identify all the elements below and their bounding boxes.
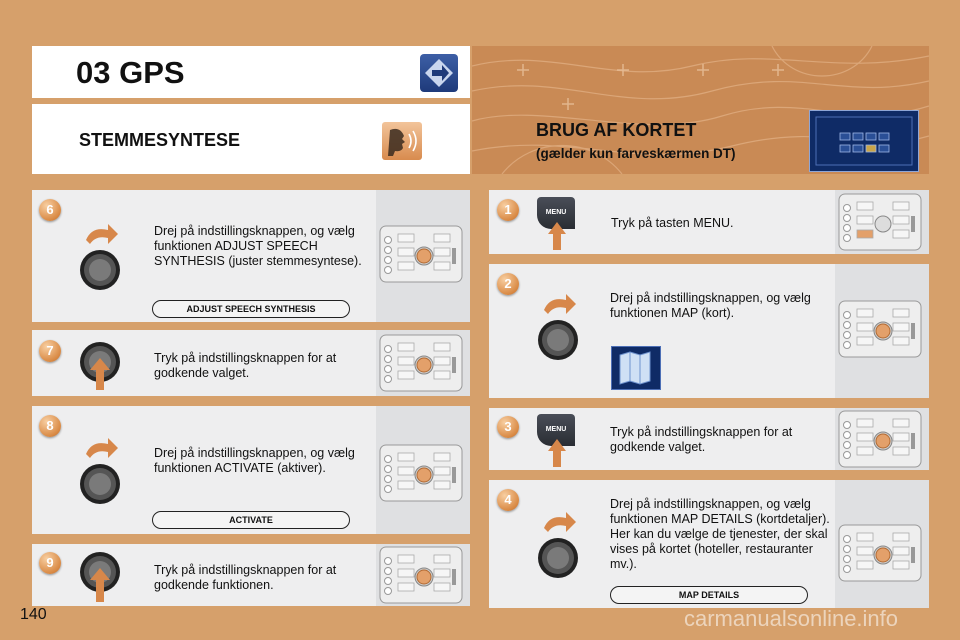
rotate-knob-icon — [70, 432, 130, 509]
step-1-badge: 1 — [497, 199, 519, 221]
watermark: carmanualsonline.info — [684, 606, 899, 631]
speech-synthesis-icon — [382, 122, 422, 160]
gps-navigation-icon — [420, 54, 458, 92]
step-4-radio-thumbnail — [835, 480, 929, 608]
step-6-text: Drej på indstillingsknappen, og vælg funktionen ADJUST SPEECH SYNTHESIS (juster stemmesyntese). — [154, 224, 362, 268]
chapter-title: 03 GPS — [76, 55, 185, 90]
step-6-badge: 6 — [39, 199, 61, 221]
speech-section-header — [32, 104, 470, 174]
rotate-knob-icon — [528, 288, 588, 369]
step-8-badge: 8 — [39, 415, 61, 437]
radio-panel-icon — [376, 544, 470, 610]
radio-panel-icon — [376, 330, 470, 396]
radio-panel-icon — [835, 190, 929, 256]
step-7-radio-thumbnail — [376, 330, 470, 396]
speech-section-title: STEMMESYNTESE — [79, 130, 241, 150]
page-number: 140 — [20, 606, 47, 623]
step-2-badge: 2 — [497, 273, 519, 295]
press-arrow-icon — [546, 439, 568, 469]
chapter-header — [32, 46, 470, 98]
radio-panel-icon — [835, 408, 929, 474]
step-3-text: Tryk på indstillingsknappen for at godkende valget. — [610, 425, 793, 454]
menu-button-label: MENU — [545, 426, 567, 433]
radio-panel-icon — [835, 520, 929, 586]
step-9-badge: 9 — [39, 552, 61, 574]
step-1-radio-thumbnail — [835, 190, 929, 254]
step-4-badge: 4 — [497, 489, 519, 511]
press-knob-icon — [70, 334, 130, 401]
step-1-text: Tryk på tasten MENU. — [611, 216, 734, 230]
rotate-knob-icon — [528, 506, 588, 587]
step-2-text: Drej på indstillingsknappen, og vælg funktionen MAP (kort). — [610, 291, 811, 320]
radio-panel-icon — [376, 440, 470, 506]
press-arrow-icon — [546, 222, 568, 252]
press-knob-icon — [70, 546, 130, 611]
step-9-radio-thumbnail — [376, 544, 470, 606]
step-8-text: Drej på indstillingsknappen, og vælg funktionen ACTIVATE (aktiver). — [154, 446, 355, 475]
adjust-speech-synthesis-label: ADJUST SPEECH SYNTHESIS — [152, 300, 350, 318]
step-4-text: Drej på indstillingsknappen, og vælg funktionen MAP DETAILS (kortdetaljer). Her kan du vælge de tjenester, der skal vises på kortet (hoteller, restauranter mv.). — [610, 497, 830, 571]
map-details-label: MAP DETAILS — [610, 586, 808, 604]
map-icon — [611, 346, 661, 390]
step-2-radio-thumbnail — [835, 264, 929, 398]
map-section-subtitle: (gælder kun farveskærmen DT) — [536, 146, 736, 161]
radio-panel-icon — [835, 296, 929, 362]
menu-button-label: MENU — [545, 209, 567, 216]
color-screen-thumbnail — [809, 110, 919, 172]
step-7-text: Tryk på indstillingsknappen for at godkende valget. — [154, 351, 337, 380]
step-3-radio-thumbnail — [835, 408, 929, 470]
step-7-badge: 7 — [39, 340, 61, 362]
activate-label: ACTIVATE — [152, 511, 350, 529]
map-section-header — [520, 104, 929, 174]
step-6-radio-thumbnail — [376, 190, 470, 322]
step-9-text: Tryk på indstillingsknappen for at godkende funktionen. — [154, 563, 337, 592]
map-section-title: BRUG AF KORTET — [536, 120, 697, 140]
rotate-knob-icon — [70, 218, 130, 295]
step-3-badge: 3 — [497, 416, 519, 438]
radio-panel-icon — [376, 220, 470, 286]
step-8-radio-thumbnail — [376, 406, 470, 534]
